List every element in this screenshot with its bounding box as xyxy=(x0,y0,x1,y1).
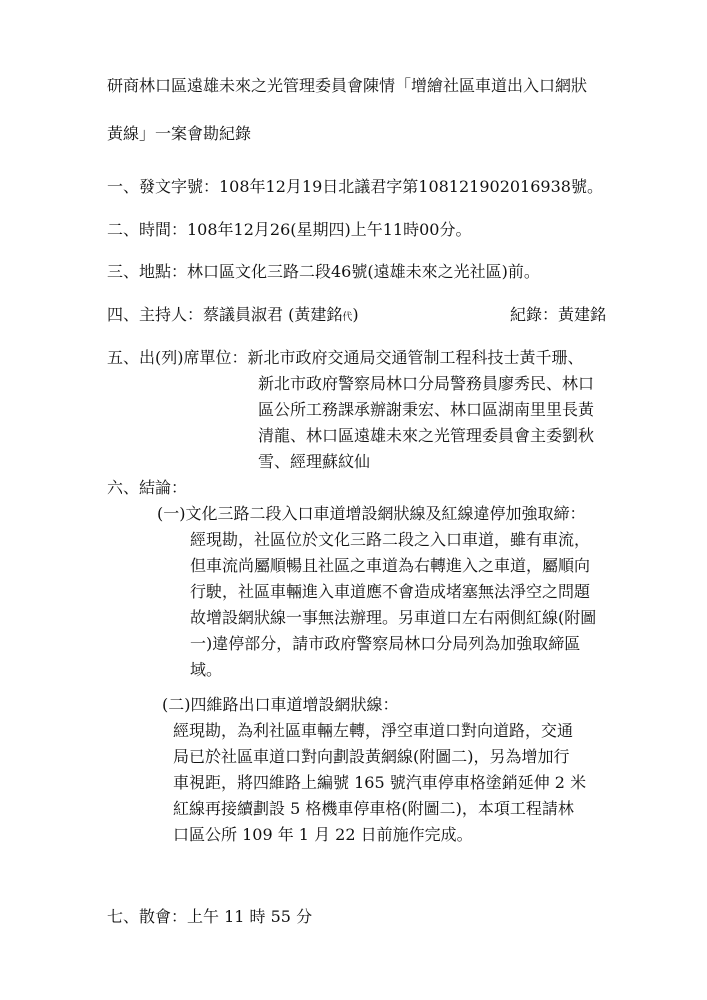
conclusion-sub1-line: 故增設網狀線一事無法辦理。另車道口左右兩側紅線(附圖 xyxy=(190,608,597,627)
item-time: 二、時間：108年12月26(星期四)上午11時00分。 xyxy=(107,220,472,239)
item-doc-no: 一、發文字號：108年12月19日北議君字第108121902016938號。 xyxy=(107,177,603,196)
title-line-2: 黃線」一案會勘紀錄 xyxy=(107,124,252,143)
item-place: 三、地點：林口區文化三路二段46號(遠雄未來之光社區)前。 xyxy=(107,262,540,281)
attendees-line-5: 雪、經理蘇紋仙 xyxy=(258,452,371,471)
conclusion-sub1-line: 一)違停部分，請市政府警察局林口分局列為加強取締區 xyxy=(190,634,581,653)
conclusion-sub1-title: (一)文化三路二段入口車道增設網狀線及紅線違停加強取締： xyxy=(157,504,586,523)
conclusion-sub1-line: 但車流尚屬順暢且社區之車道為右轉進入之車道，屬順向 xyxy=(190,556,591,575)
host-tail: ) xyxy=(352,305,359,324)
conclusion-sub2-title: (二)四維路出口車道增設網狀線： xyxy=(162,695,399,714)
conclusion-sub2-line: 局已於社區車道口對向劃設黃網線(附圖二)，另為增加行 xyxy=(173,747,570,766)
conclusion-sub2-line: 口區公所 109 年 1 月 22 日前施作完成。 xyxy=(173,825,473,844)
attendees-line-4: 清龍、林口區遠雄未來之光管理委員會主委劉秋 xyxy=(258,426,595,445)
title-line-1: 研商林口區遠雄未來之光管理委員會陳情「增繪社區車道出入口網狀 xyxy=(107,76,588,95)
attendees-line-2: 新北市政府警察局林口分局警務員廖秀民、林口 xyxy=(258,374,595,393)
conclusion-sub1-line: 行駛，社區車輛進入車道應不會造成堵塞無法淨空之問題 xyxy=(190,582,591,601)
host-sub: 代 xyxy=(342,312,353,323)
conclusion-sub2-line: 經現勘，為利社區車輛左轉，淨空車道口對向道路，交通 xyxy=(173,721,574,740)
conclusion-sub1-line: 經現勘，社區位於文化三路二段之入口車道，雖有車流， xyxy=(190,530,591,549)
item-adjourn: 七、散會：上午 11 時 55 分 xyxy=(107,907,313,926)
conclusion-sub1-line: 域。 xyxy=(190,660,223,679)
conclusion-sub2-line: 紅線再接續劃設 5 格機車停車格(附圖二)，本項工程請林 xyxy=(173,799,574,818)
attendees-line-1: 五、出(列)席單位：新北市政府交通局交通管制工程科技士黃千珊、 xyxy=(107,348,584,367)
conclusion-label: 六、結論： xyxy=(107,478,188,497)
conclusion-sub2-line: 車視距，將四維路上編號 165 號汽車停車格塗銷延伸 2 米 xyxy=(173,773,587,792)
item-recorder: 紀錄：黃建銘 xyxy=(510,305,607,324)
item-host xyxy=(107,303,359,330)
attendees-line-3: 區公所工務課承辦謝秉宏、林口區湖南里里長黃 xyxy=(258,400,595,419)
host-label: 四、主持人：蔡議員淑君 (黃建銘 xyxy=(107,305,343,324)
